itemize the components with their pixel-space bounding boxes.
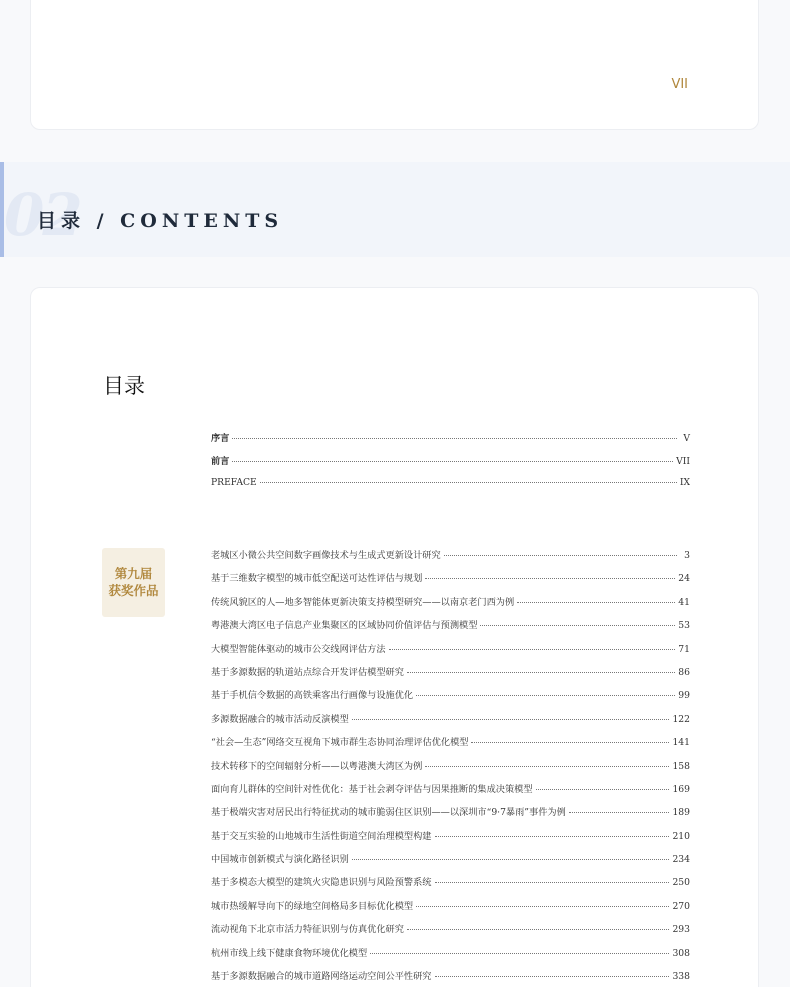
section-number: 02 bbox=[4, 181, 81, 249]
toc-row[interactable] bbox=[211, 641, 690, 664]
toc-title: 多源数据融合的城市活动反演模型 bbox=[211, 713, 349, 725]
leader-dots bbox=[471, 742, 669, 743]
leader-dots bbox=[416, 695, 675, 696]
toc-page: 86 bbox=[678, 666, 690, 678]
front-matter-list bbox=[211, 430, 690, 500]
leader-dots bbox=[352, 859, 670, 860]
toc-row[interactable] bbox=[211, 570, 690, 593]
toc-title: 流动视角下北京市活力特征识别与仿真优化研究 bbox=[211, 924, 404, 936]
toc-page: 169 bbox=[672, 783, 690, 795]
toc-row[interactable] bbox=[211, 664, 690, 687]
leader-dots bbox=[352, 719, 670, 720]
toc-row[interactable] bbox=[211, 594, 690, 617]
toc-page: 308 bbox=[672, 947, 690, 959]
toc-heading: 目录 bbox=[103, 374, 145, 398]
toc-page: 250 bbox=[672, 877, 690, 889]
toc-page: 3 bbox=[684, 550, 690, 561]
leader-dots bbox=[435, 976, 670, 977]
toc-title: 基于多模态大模型的建筑火灾隐患识别与风险预警系统 bbox=[211, 877, 432, 889]
toc-row[interactable] bbox=[211, 874, 690, 897]
toc-page: IX bbox=[679, 476, 690, 488]
toc-title: “社会—生态”网络交互视角下城市群生态协同治理评估优化模型 bbox=[211, 737, 469, 749]
toc-row[interactable] bbox=[211, 781, 690, 804]
award-edition-badge bbox=[102, 548, 165, 617]
toc-row[interactable] bbox=[211, 453, 690, 476]
toc-page: 158 bbox=[672, 760, 690, 772]
leader-dots bbox=[389, 649, 676, 650]
leader-dots bbox=[416, 906, 669, 907]
toc-row[interactable] bbox=[211, 711, 690, 734]
toc-page: 270 bbox=[672, 900, 690, 912]
toc-row[interactable] bbox=[211, 828, 690, 851]
award-works-list bbox=[211, 547, 690, 987]
toc-page: 189 bbox=[672, 807, 690, 819]
toc-page: 122 bbox=[672, 713, 690, 725]
badge-line-2: 获奖作品 bbox=[108, 582, 159, 598]
toc-page: 99 bbox=[678, 690, 690, 702]
toc-page: 24 bbox=[678, 573, 690, 585]
leader-dots bbox=[480, 625, 675, 626]
toc-page: 234 bbox=[672, 854, 690, 866]
leader-dots bbox=[435, 882, 670, 883]
leader-dots bbox=[232, 438, 677, 439]
toc-page: 41 bbox=[678, 596, 690, 608]
leader-dots bbox=[260, 482, 677, 483]
toc-title: 前言 bbox=[211, 456, 230, 468]
toc-row[interactable] bbox=[211, 804, 690, 827]
toc-row[interactable] bbox=[211, 968, 690, 987]
toc-row[interactable] bbox=[211, 921, 690, 944]
leader-dots bbox=[425, 578, 675, 579]
section-title: 目录 / CONTENTS bbox=[37, 210, 284, 232]
toc-card bbox=[30, 287, 759, 987]
toc-page: 53 bbox=[678, 620, 690, 632]
toc-title: 序言 bbox=[211, 433, 230, 444]
leader-dots bbox=[444, 555, 677, 556]
toc-title: 基于手机信令数据的高铁乘客出行画像与设施优化 bbox=[211, 690, 414, 702]
toc-title: 基于多源数据的轨道站点综合开发评估模型研究 bbox=[211, 666, 404, 678]
toc-page: 210 bbox=[672, 830, 690, 842]
leader-dots bbox=[370, 953, 669, 954]
toc-row[interactable] bbox=[211, 477, 690, 500]
toc-row[interactable] bbox=[211, 617, 690, 640]
section-header bbox=[0, 162, 790, 257]
toc-title: 中国城市创新模式与演化路径识别 bbox=[211, 854, 349, 866]
toc-title: 基于极端灾害对居民出行特征扰动的城市脆弱住区识别——以深圳市“9·7暴雨”事件为例 bbox=[211, 807, 566, 819]
toc-row[interactable] bbox=[211, 734, 690, 757]
toc-row[interactable] bbox=[211, 430, 690, 453]
badge-line-1: 第九届 bbox=[114, 565, 153, 581]
toc-title: 老城区小微公共空间数字画像技术与生成式更新设计研究 bbox=[211, 550, 441, 561]
leader-dots bbox=[425, 766, 669, 767]
toc-row[interactable] bbox=[211, 687, 690, 710]
toc-row[interactable] bbox=[211, 851, 690, 874]
toc-page: 141 bbox=[672, 737, 690, 749]
toc-title: 杭州市线上线下健康食物环境优化模型 bbox=[211, 947, 368, 959]
toc-page: VII bbox=[676, 456, 690, 468]
toc-title: 粤港澳大湾区电子信息产业集聚区的区域协同价值评估与预测模型 bbox=[211, 620, 478, 632]
toc-row[interactable] bbox=[211, 898, 690, 921]
toc-row[interactable] bbox=[211, 945, 690, 968]
toc-row[interactable] bbox=[211, 547, 690, 570]
previous-page-card bbox=[30, 0, 759, 130]
toc-title: 传统风貌区的人—地多智能体更新决策支持模型研究——以南京老门西为例 bbox=[211, 596, 515, 608]
leader-dots bbox=[407, 929, 670, 930]
toc-title: 基于多源数据融合的城市道路网络运动空间公平性研究 bbox=[211, 971, 432, 983]
leader-dots bbox=[232, 461, 673, 462]
toc-title: 基于三维数字模型的城市低空配送可达性评估与规划 bbox=[211, 573, 423, 585]
toc-row[interactable] bbox=[211, 758, 690, 781]
leader-dots bbox=[407, 672, 675, 673]
leader-dots bbox=[569, 812, 670, 813]
toc-page: V bbox=[683, 433, 690, 444]
leader-dots bbox=[517, 602, 675, 603]
toc-title: 面向育儿群体的空间针对性优化：基于社会剥夺评估与因果推断的集成决策模型 bbox=[211, 783, 533, 795]
toc-title: 大模型智能体驱动的城市公交线网评估方法 bbox=[211, 643, 386, 655]
toc-page: 71 bbox=[678, 643, 690, 655]
page-number: VII bbox=[671, 77, 688, 92]
toc-page: 338 bbox=[672, 971, 690, 983]
toc-title: PREFACE bbox=[211, 476, 257, 488]
toc-title: 技术转移下的空间辐射分析——以粤港澳大湾区为例 bbox=[211, 760, 423, 772]
toc-title: 城市热缓解导向下的绿地空间格局多目标优化模型 bbox=[211, 900, 414, 912]
toc-title: 基于交互实验的山地城市生活性街道空间治理模型构建 bbox=[211, 830, 432, 842]
leader-dots bbox=[536, 789, 670, 790]
toc-page: 293 bbox=[672, 924, 690, 936]
leader-dots bbox=[435, 836, 670, 837]
